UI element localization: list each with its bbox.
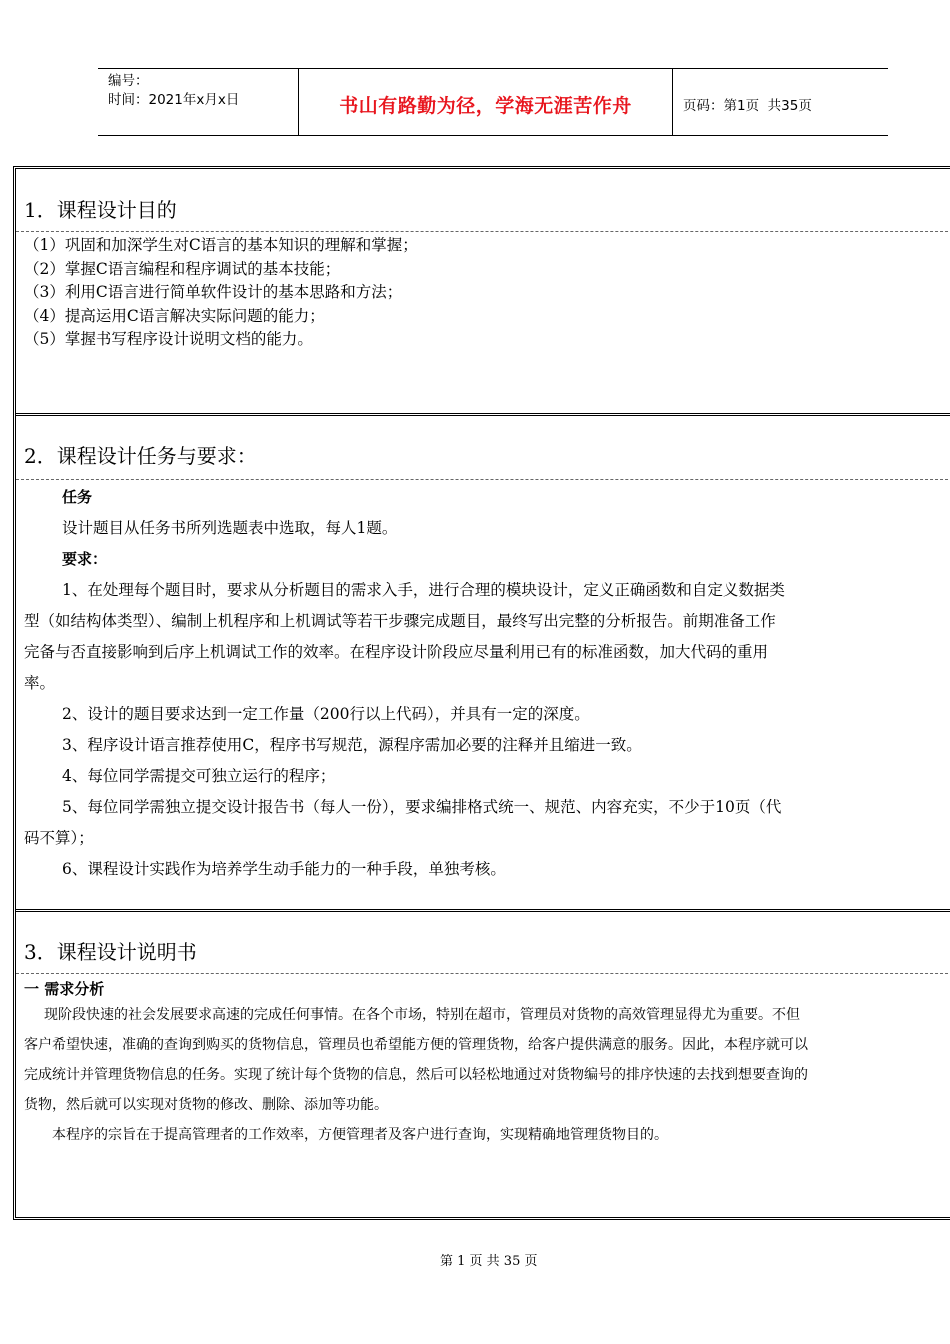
page-header [98,68,888,136]
paragraph-line: 本程序的宗旨在于提高管理者的工作效率，方便管理者及客户进行查询，实现精确地管理货物目的。 [52,1127,668,1143]
requirements-label: 要求： [62,550,108,568]
page-footer: 第 1 页 共 35 页 [440,1254,538,1269]
course-design-table [13,166,950,1220]
task-label: 任务 [62,488,93,506]
list-item: （3）利用C语言进行简单软件设计的基本思路和方法； [24,283,403,301]
document-number-label: 编号： [108,73,149,89]
requirement-line: 型（如结构体类型）、编制上机程序和上机调试等若干步骤完成题目，最终写出完整的分析报告。前期准备工作 [24,612,776,630]
list-item: （4）提高运用C语言解决实际问题的能力； [24,306,325,325]
requirement-line: 5、每位同学需独立提交设计报告书（每人一份），要求编排格式统一、规范、内容充实，不少于10页（代 [62,798,782,816]
section-title: 2．课程设计任务与要求： [24,444,257,468]
row-divider [16,413,950,416]
section-body [16,973,950,1150]
list-item: （2）掌握C语言编程和程序调试的基本技能； [24,259,341,278]
header-motto: 书山有路勤为径，学海无涯苦作舟 [299,69,673,135]
section-body [16,231,950,352]
section-body [16,479,950,885]
section-tasks [16,441,950,885]
section-purpose [16,195,950,352]
header-page-info [673,69,888,135]
section-title: 1．课程设计目的 [24,198,177,222]
list-item: （5）掌握书写程序设计说明文档的能力。 [24,330,313,348]
list-item: （1）巩固和加深学生对C语言的基本知识的理解和掌握； [24,236,418,254]
requirement-line: 6、课程设计实践作为培养学生动手能力的一种手段，单独考核。 [62,860,506,878]
paragraph-line: 客户希望快速，准确的查询到购买的货物信息，管理员也希望能方便的管理货物，给客户提供满意的服务。因此，本程序就可以 [24,1037,808,1053]
paragraph-line: 完成统计并管理货物信息的任务。实现了统计每个货物的信息，然后可以轻松地通过对货物编号的排序快速的去找到想要查询的 [24,1067,808,1083]
header-meta [98,69,299,135]
subsection-title: 一 需求分析 [24,980,105,998]
paragraph-line: 货物，然后就可以实现对货物的修改、删除、添加等功能。 [24,1097,388,1113]
section-title: 3．课程设计说明书 [24,940,197,964]
header-page-text: 页码：第1页 共35页 [683,98,812,114]
paragraph-line: 现阶段快速的社会发展要求高速的完成任何事情。在各个市场，特别在超市，管理员对货物的高效管理显得尤为重要。不但 [44,1007,800,1023]
requirement-line: 3、程序设计语言推荐使用C，程序书写规范，源程序需加必要的注释并且缩进一致。 [62,736,642,754]
requirement-line: 率。 [24,674,56,692]
section-specification [16,937,950,1150]
requirement-line: 完备与否直接影响到后序上机调试工作的效率。在程序设计阶段应尽量利用已有的标准函数，加大代码的重用 [24,643,769,661]
row-divider [16,909,950,912]
requirement-line: 4、每位同学需提交可独立运行的程序； [62,767,336,785]
document-time-label: 时间：2021年x月x日 [108,92,240,108]
requirement-line: 2、设计的题目要求达到一定工作量（200行以上代码），并具有一定的深度。 [62,705,590,723]
task-text: 设计题目从任务书所列选题表中选取，每人1题。 [62,519,398,537]
requirement-line: 码不算）； [24,829,94,847]
requirement-line: 1、在处理每个题目时，要求从分析题目的需求入手，进行合理的模块设计，定义正确函数和自定义数据类 [62,581,785,599]
